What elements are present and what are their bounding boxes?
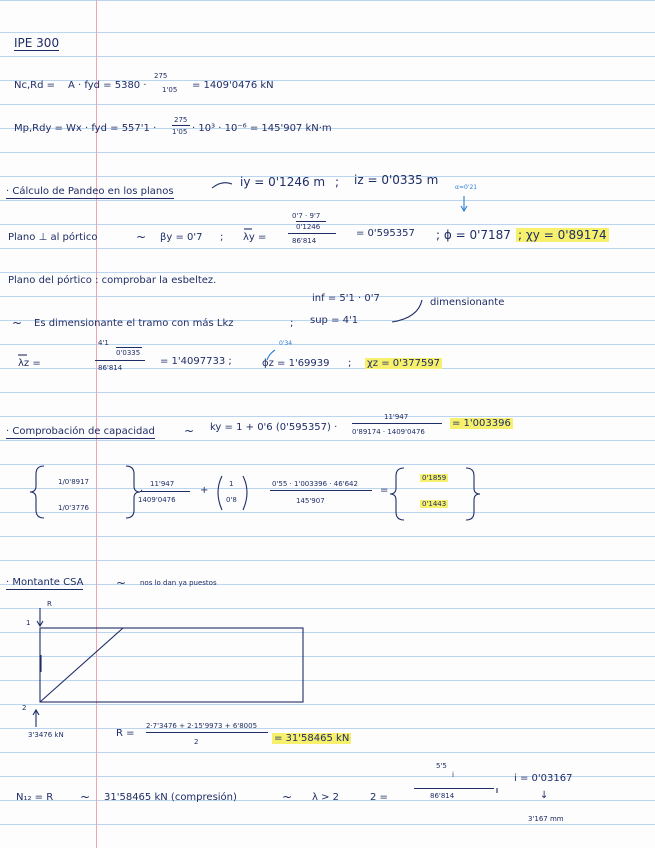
n12-lhs: N₁₂ = R	[16, 792, 54, 803]
i-value: i = 0'03167	[514, 773, 573, 784]
brace-right-2	[466, 468, 480, 520]
ncrd-lhs: Nc,Rd =	[14, 80, 56, 91]
diagram-r: R	[47, 600, 52, 608]
montante-note: nos lo dan ya puestos	[140, 579, 217, 587]
r-lhs: R =	[116, 728, 135, 739]
lambda-y-num2: 0'1246	[296, 223, 321, 231]
lambda-y-num: 0'7 · 9'7	[292, 212, 321, 220]
montante-heading: · Montante CSA	[6, 577, 84, 588]
inf-value: inf = 5'1 · 0'7	[312, 293, 380, 304]
matrix-r1: 1/0'8917	[58, 478, 90, 486]
diagram-value: 3'3476 kN	[28, 731, 64, 739]
brace-right-1	[126, 466, 140, 518]
lambda-z-num2: 0'0335	[116, 349, 141, 357]
frame-rectangle	[40, 628, 303, 702]
chi-z	[365, 358, 442, 370]
es-dim-text: Es dimensionante el tramo con más Lkz	[34, 318, 234, 329]
plano-perp-separator: ;	[220, 232, 224, 243]
es-dim-arrow: ~	[12, 316, 23, 330]
chi-y	[516, 228, 609, 242]
frac1-den: 1409'0476	[138, 496, 176, 504]
mprd-tail: · 10³ · 10⁻⁶ = 145'907 kN·m	[192, 123, 332, 134]
ky-den: 0'89174 · 1409'0476	[352, 428, 425, 436]
ncrd-num: 275	[154, 72, 168, 80]
phi-z: ϕz = 1'69939	[262, 358, 330, 369]
matrix-res1	[420, 474, 448, 482]
matrix-r2: 1/0'3776	[58, 504, 90, 512]
plano-perp-arrow: ~	[136, 230, 147, 244]
lambda-gt-2: λ > 2	[312, 792, 340, 803]
matrix-eq: =	[380, 485, 389, 496]
ky-num: 11'947	[384, 413, 409, 421]
mprd-den: 1'05	[172, 128, 188, 136]
brace-left-2	[390, 468, 404, 520]
alpha2-note: 0'34	[279, 340, 293, 347]
es-dim-separator: ;	[290, 318, 294, 329]
mprd-num: 275	[174, 116, 188, 124]
mprd-expr: Wx · fyd = 557'1 ·	[66, 123, 157, 134]
frac2-num: 0'55 · 1'003396 · 46'642	[272, 480, 358, 488]
lambda-y-label: λy =	[243, 232, 267, 243]
frac1-num: 11'947	[150, 480, 175, 488]
i-down-arrow: ↓	[540, 790, 549, 801]
n12-arrow: ~	[80, 790, 91, 804]
lambda-z-frac-line	[95, 360, 145, 361]
curve-dimensionante	[392, 300, 422, 322]
matrix-res2-highlight: 0'1443	[422, 500, 447, 508]
mm-value: 3'167 mm	[528, 815, 564, 823]
plano-del-text: Plano del pórtico : comprobar la esbeltez.	[8, 275, 217, 286]
lambda-y-frac-line	[288, 233, 336, 234]
r-result-highlight: = 31'58465 kN	[274, 733, 350, 744]
comprobacion-arrow: ~	[184, 424, 195, 438]
montante-arrow: ~	[116, 576, 127, 590]
ncrd-expr: A · fyd = 5380 ·	[68, 80, 147, 91]
paren-right	[243, 476, 247, 510]
ncrd-result: = 1409'0476 kN	[192, 80, 274, 91]
ky-frac-line	[352, 423, 442, 424]
paren-top: 1	[229, 480, 234, 488]
frac2-den: 145'907	[296, 497, 325, 505]
lambda-z-result: = 1'4097733 ;	[160, 356, 232, 367]
mprd-lhs: Mp,Rdy =	[14, 123, 63, 134]
frac1-line	[140, 491, 190, 492]
ky-result-highlight: = 1'003396	[452, 418, 511, 429]
n12-arrow2: ~	[282, 790, 293, 804]
lambda-z-label: λz =	[18, 358, 41, 369]
ky-expr: ky = 1 + 0'6 (0'595357) ·	[210, 422, 338, 433]
iy-value: iy = 0'1246 m	[240, 175, 326, 189]
mprd-frac-line	[172, 125, 190, 126]
brace-left	[30, 466, 44, 518]
calculo-separator: ;	[335, 175, 340, 189]
plano-perp-label: Plano ⊥ al pórtico	[8, 232, 98, 243]
diagram-node-2: 2	[22, 704, 27, 712]
lambda-y-den: 86'814	[292, 237, 317, 245]
r-num: 2·7'3476 + 2·15'9973 + 6'8005	[146, 722, 258, 730]
page-title: IPE 300	[14, 36, 60, 50]
lambda-z-inner-line	[116, 347, 142, 348]
r-result	[272, 733, 351, 745]
matrix-res2	[420, 500, 448, 508]
alpha-note: α=0'21	[455, 184, 478, 191]
ky-result	[450, 418, 513, 430]
phi-y: ; ϕ = 0'7187	[436, 228, 511, 242]
paren-bot: 0'8	[226, 496, 237, 504]
r-den: 2	[194, 738, 199, 746]
lambda-z-num: 4'1	[98, 339, 109, 347]
lambdaz-separator: ;	[348, 358, 352, 369]
diagram-node-1: 1	[26, 619, 31, 627]
matrix-res1-highlight: 0'1859	[422, 474, 447, 482]
last-num: 5'5	[436, 762, 447, 770]
chi-y-highlight: ; χy = 0'89174	[518, 228, 607, 242]
matrix-plus: +	[200, 485, 209, 496]
frac2-line	[270, 490, 372, 491]
comprobacion-heading: · Comprobación de capacidad	[6, 426, 155, 437]
last-num-i: i	[452, 771, 454, 779]
last-den: 86'814	[430, 792, 455, 800]
lambda-z-den: 86'814	[98, 364, 123, 372]
calculo-heading: · Cálculo de Pandeo en los planos	[6, 186, 174, 197]
sup-value: sup = 4'1	[310, 315, 359, 326]
curve-arrow-iy	[212, 183, 232, 188]
dimensionante-note: dimensionante	[430, 297, 505, 308]
lambda-y-result: = 0'595357	[356, 228, 415, 239]
ncrd-den: 1'05	[162, 86, 178, 94]
r-frac-line	[146, 732, 268, 733]
n12-value: 31'58465 kN (compresión)	[104, 792, 237, 803]
last-frac-line	[414, 788, 494, 789]
paren-left	[218, 476, 222, 510]
iz-value: iz = 0'0335 m	[354, 173, 439, 187]
lambda-y-inner-line	[296, 221, 326, 222]
beta-y: βy = 0'7	[160, 232, 203, 243]
frame-diagonal	[40, 628, 123, 702]
two-eq: 2 =	[370, 792, 388, 803]
chi-z-highlight: χz = 0'377597	[367, 358, 441, 369]
